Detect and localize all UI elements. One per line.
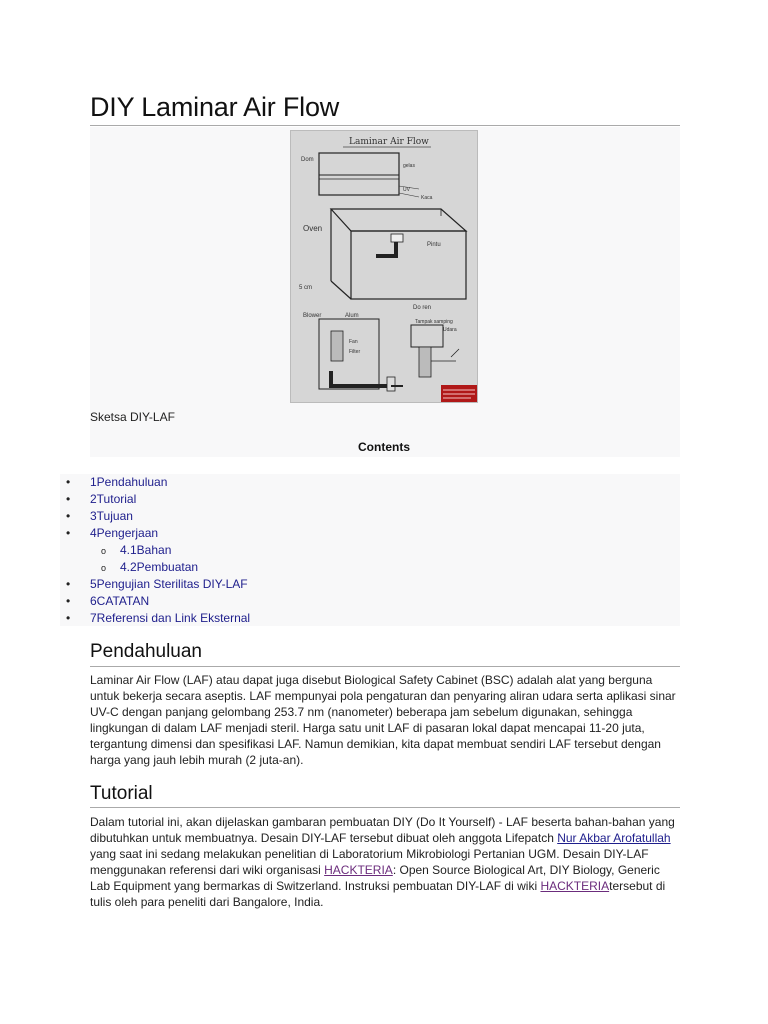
- section-heading-tutorial: Tutorial: [90, 783, 153, 804]
- toc-link-pengerjaan[interactable]: 4Pengerjaan: [90, 526, 159, 540]
- label-pintu: Pintu: [427, 242, 441, 248]
- table-of-contents: [0, 474, 700, 627]
- label-fan: Fan: [349, 339, 358, 345]
- section-divider: [90, 807, 680, 808]
- toc-subitem: o 4.1Bahan: [101, 543, 172, 557]
- svg-text:gelas: gelas: [403, 163, 415, 169]
- toc-item: • 2Tutorial: [66, 492, 137, 506]
- tutorial-text: Dalam tutorial ini, akan dijelaskan gambaran pembuatan DIY (Do It Yourself) - LAF beserta bahan-bahan yang dibutuhkan untuk membuatnya. Desain DIY-LAF tersebut dibuat oleh anggota Lifepatch: [90, 815, 675, 845]
- section-divider: [90, 666, 680, 667]
- label-uv: UV: [403, 187, 410, 193]
- toc-item: • 4Pengerjaan: [66, 526, 159, 540]
- toc-link-tujuan[interactable]: 3Tujuan: [90, 509, 133, 523]
- tutorial-paragraph: [90, 814, 680, 910]
- svg-text:5 cm: 5 cm: [299, 285, 313, 291]
- toc-link-pendahuluan[interactable]: 1Pendahuluan: [90, 475, 168, 489]
- figure-caption: Sketsa DIY-LAF: [90, 410, 175, 424]
- toc-item: • 5Pengujian Sterilitas DIY-LAF: [66, 577, 248, 591]
- toc-item: • 6CATATAN: [66, 594, 150, 608]
- label-dom: Dom: [301, 157, 314, 163]
- toc-item: • 1Pendahuluan: [66, 475, 168, 489]
- toc-link-bahan[interactable]: 4.1Bahan: [120, 543, 172, 557]
- title-divider: [90, 125, 680, 126]
- toc-item: • 7Referensi dan Link Eksternal: [66, 611, 251, 625]
- toc-link-catatan[interactable]: 6CATATAN: [90, 594, 150, 608]
- sketch-title: Laminar Air Flow: [349, 137, 429, 147]
- toc-title: Contents: [358, 440, 410, 454]
- hackteria-link[interactable]: HACKTERIA: [324, 863, 393, 877]
- sketch-drawing: [291, 131, 478, 403]
- label-alum: Alum: [345, 313, 359, 319]
- toc-link-tutorial[interactable]: 2Tutorial: [90, 492, 137, 506]
- label-udara: Udara: [443, 327, 457, 333]
- label-blower: Blower: [303, 313, 322, 319]
- toc-link-pembuatan[interactable]: 4.2Pembuatan: [120, 560, 199, 574]
- tutorial-text: : Open Source Biological Art, DIY Biology, Generic Lab Equipment yang bermarkas di Switzerland. Instruksi pembuatan DIY-LAF di wiki: [90, 863, 660, 893]
- tutorial-text: yang saat ini sedang melakukan penelitian di Laboratorium Mikrobiologi Pertanian UGM. Desain DIY-LAF menggunakan referensi dari wiki organisasi: [90, 847, 649, 877]
- tutorial-text: tersebut di tulis oleh para peneliti dari Bangalore, India.: [90, 879, 666, 909]
- hackteria-wiki-link[interactable]: HACKTERIA: [540, 879, 610, 893]
- toc-subitem: o 4.2Pembuatan: [101, 560, 199, 574]
- svg-text:Tampak samping: Tampak samping: [415, 319, 453, 325]
- pendahuluan-paragraph: Laminar Air Flow (LAF) atau dapat juga disebut Biological Safety Cabinet (BSC) adalah alat yang berguna untuk bekerja secara aseptis. LAF mempunyai pola pengaturan dan penyaring aliran udara serta aplikasi sinar UV-C dengan panjang gelombang 253.7 nm (nanometer) beberapa jam sebelum digunakan, sehingga lingkungan di dalam LAF menjadi steril. Harga satu unit LAF di pasaran lokal dapat mencapai 11-20 juta, tergantung dimensi dan spesifikasi LAF. Namun demikian, kita dapat membuat sendiri LAF tersebut dengan harga yang jauh lebih murah (2 juta-an).: [90, 673, 676, 767]
- author-link[interactable]: Nur Akbar Arofatullah: [557, 831, 671, 845]
- label-oven: Oven: [303, 224, 323, 233]
- label-kaca: Kaca: [421, 195, 433, 201]
- label-filter: Filter: [349, 349, 361, 355]
- toc-link-referensi[interactable]: 7Referensi dan Link Eksternal: [90, 611, 251, 625]
- toc-item: • 3Tujuan: [66, 509, 133, 523]
- page-title: DIY Laminar Air Flow: [90, 92, 340, 122]
- sketch-image: [290, 130, 478, 403]
- toc-link-pengujian[interactable]: 5Pengujian Sterilitas DIY-LAF: [90, 577, 248, 591]
- section-heading-pendahuluan: Pendahuluan: [90, 641, 202, 662]
- svg-text:Do ren: Do ren: [413, 305, 432, 311]
